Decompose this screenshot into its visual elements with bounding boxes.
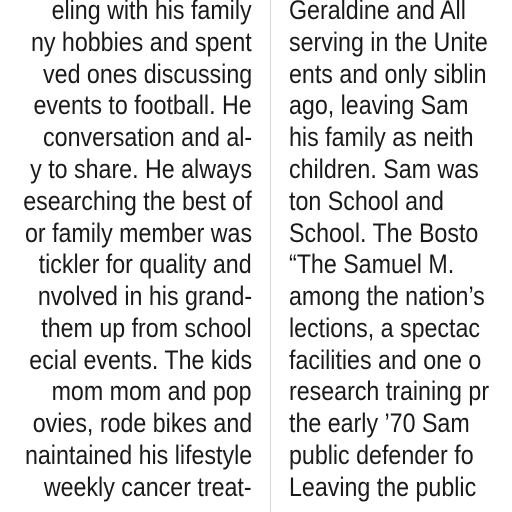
right_column-line: Leaving the public xyxy=(289,472,477,502)
right_column-line: serving in the Unite xyxy=(289,27,488,57)
left_column-line: ecial events. The kids xyxy=(29,345,252,375)
right_column-line: ton School and xyxy=(289,186,444,216)
left_column-line: naintained his lifestyle xyxy=(24,440,252,470)
left_column-line: tickler for quality and xyxy=(39,249,252,279)
right_column-line: the early ’70 Sam xyxy=(289,408,470,438)
column-divider xyxy=(270,0,271,512)
right_column-line: children. Sam was xyxy=(289,154,479,184)
left_column-line: ovies, rode bikes and xyxy=(32,408,252,438)
left_column-line: mom mom and pop xyxy=(51,376,252,406)
left_column-line: esearching the best of xyxy=(23,186,252,216)
left_column-line: weekly cancer treat- xyxy=(44,472,252,502)
left_column-line: conversation and al- xyxy=(42,122,252,152)
right_column-line: public defender fo xyxy=(289,440,474,470)
left_column-line: or family member was xyxy=(24,218,252,248)
right_column-line: research training pr xyxy=(289,376,490,406)
left_column-line: y to share. He always xyxy=(30,154,252,184)
left_column-line: ved ones discussing xyxy=(42,59,252,89)
left_column-line: nvolved in his grand- xyxy=(37,281,252,311)
left_column-line: them up from school xyxy=(41,313,252,343)
right_column-line: Geraldine and All xyxy=(289,0,466,25)
left_column-line: ny hobbies and spent xyxy=(31,27,252,57)
right_column-line: his family as neith xyxy=(289,122,474,152)
right_column-line: facilities and one o xyxy=(289,345,482,375)
right_column-line: ents and only siblin xyxy=(289,59,487,89)
right_column-line: School. The Bosto xyxy=(289,218,479,248)
right_column-line: ago, leaving Sam xyxy=(289,90,469,120)
right_column-line: lections, a spectac xyxy=(289,313,481,343)
left_column-line: events to football. He xyxy=(33,90,252,120)
left_column-line: eling with his family xyxy=(51,0,252,25)
right_column-line: among the nation’s xyxy=(289,281,485,311)
right_column-line: “The Samuel M. xyxy=(289,249,455,279)
